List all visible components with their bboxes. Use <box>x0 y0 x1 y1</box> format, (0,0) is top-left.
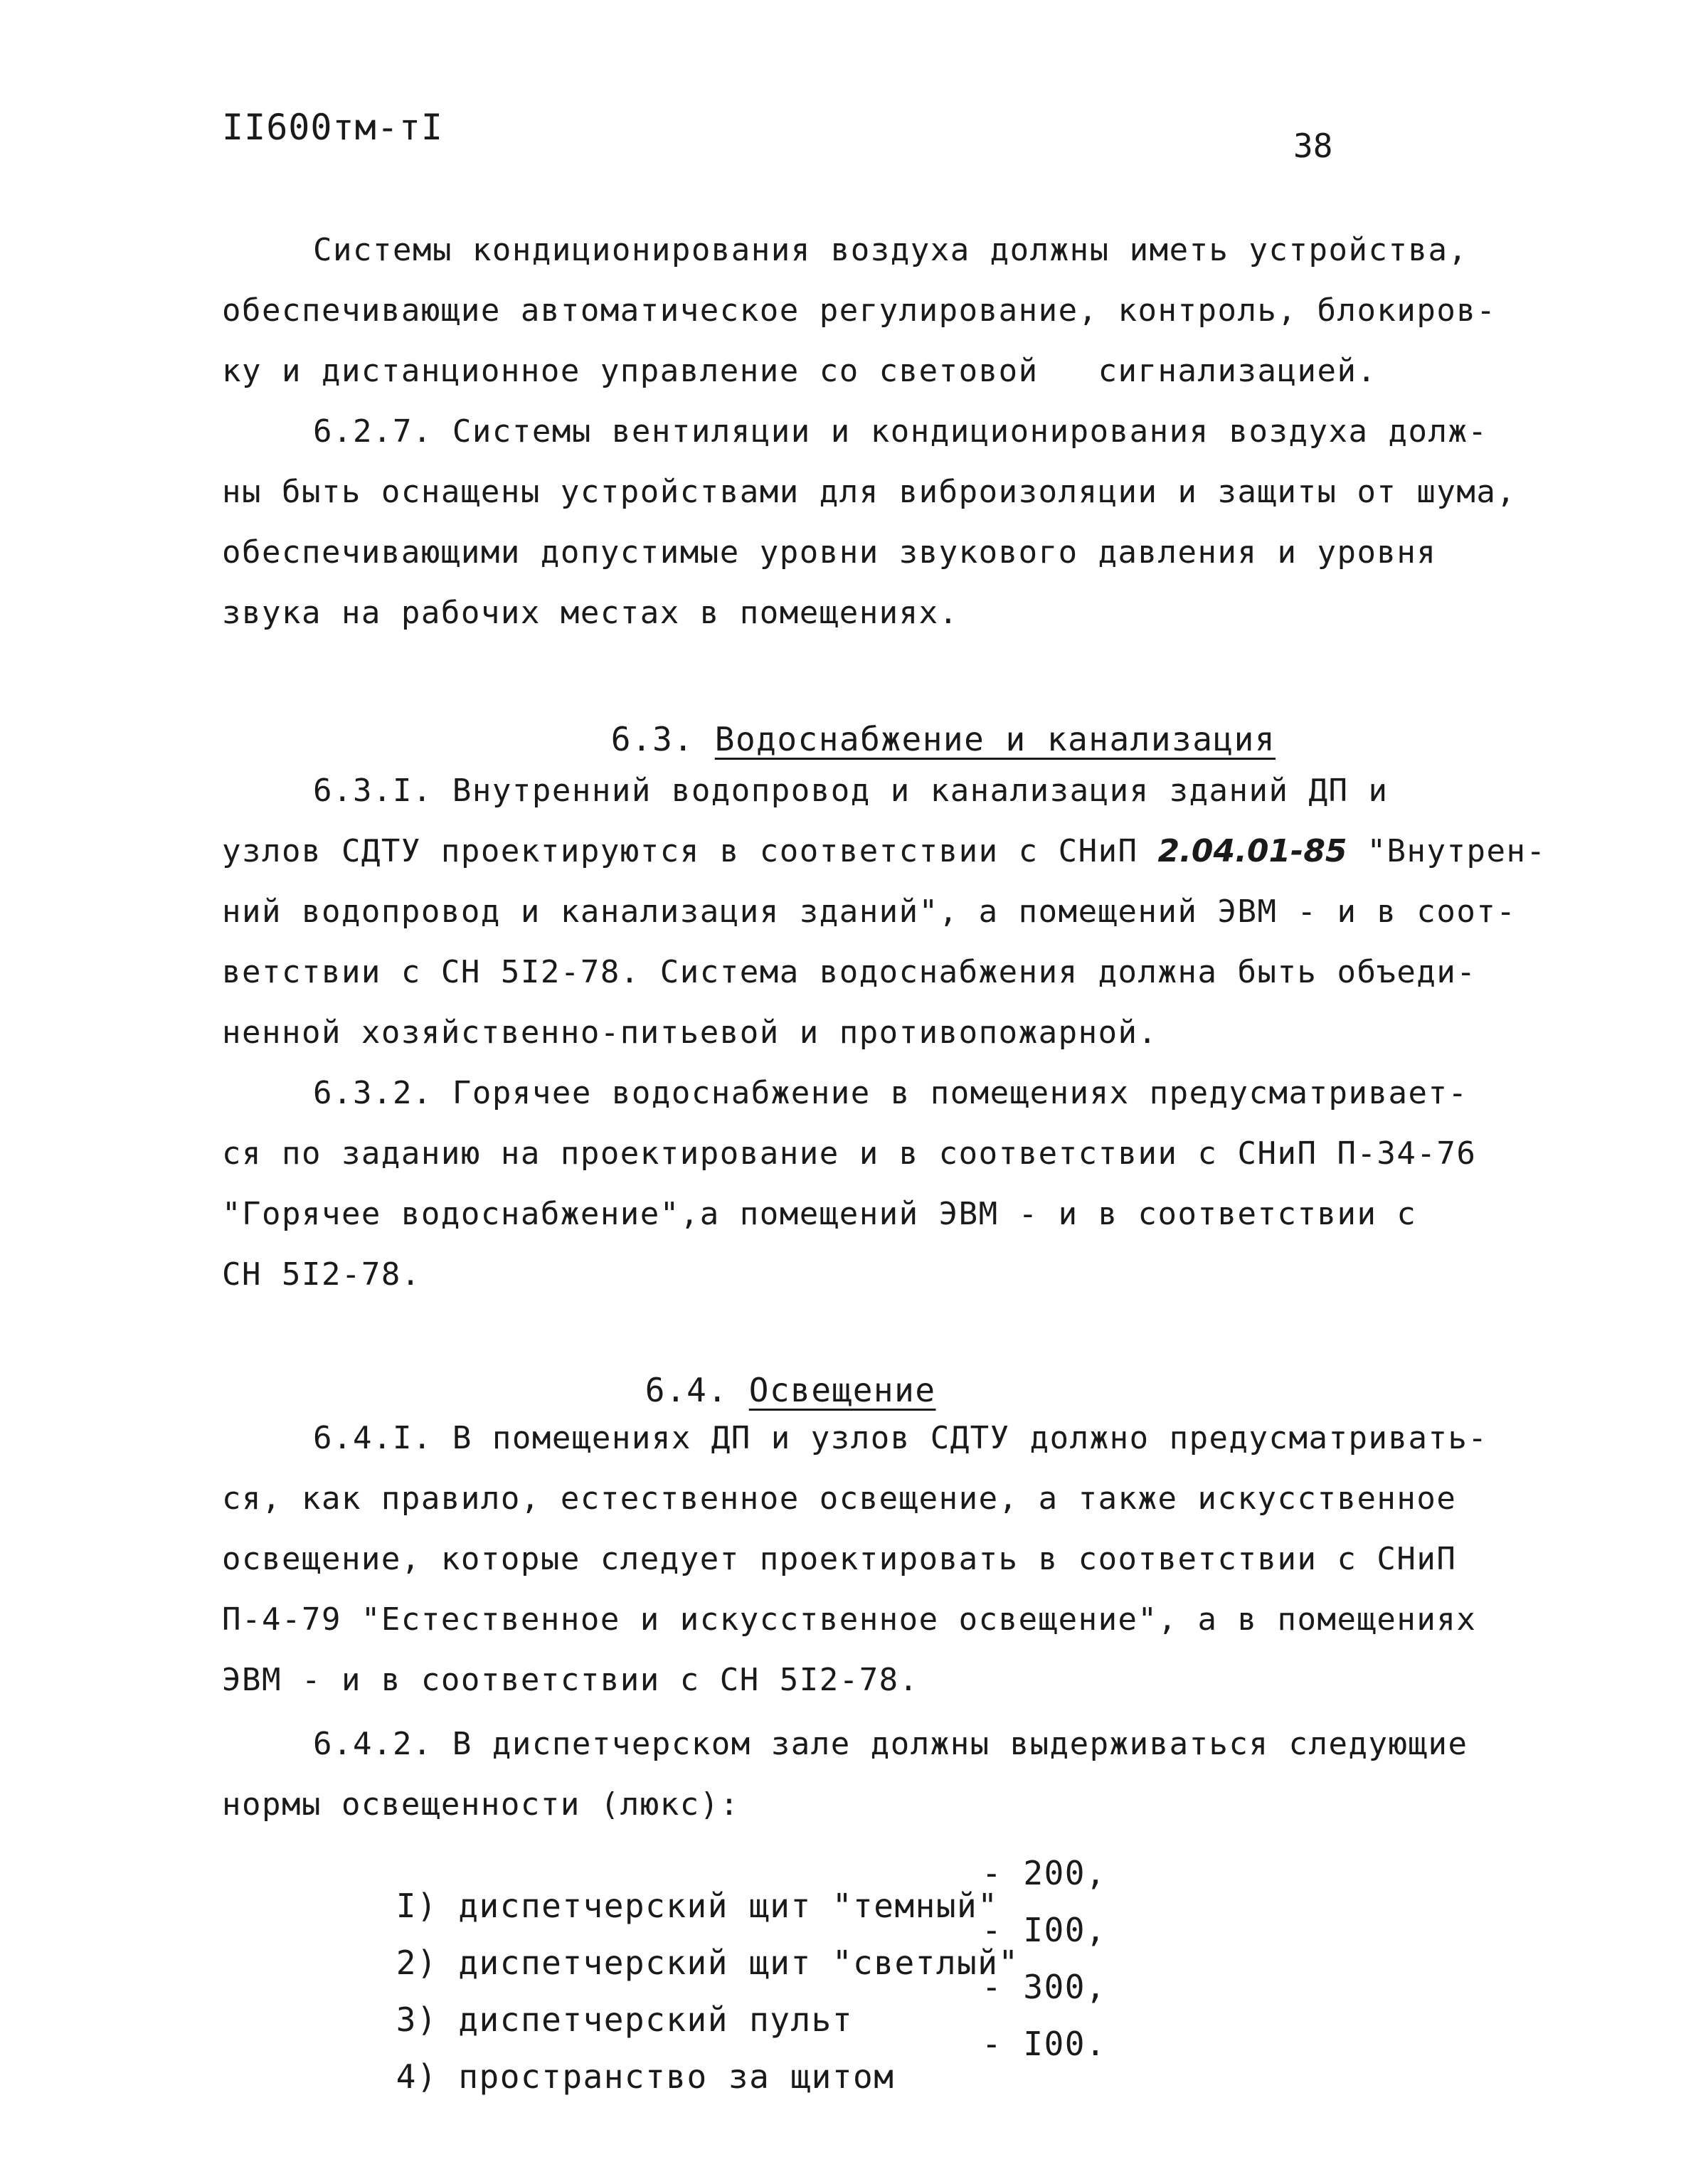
norm-item <box>313 2025 1107 2126</box>
text-line: ся по заданию на проектирование и в соответствии с СНиП П-34-76 <box>222 1135 1477 1172</box>
text-line: 6.4.I. В помещениях ДП и узлов СДТУ должно предусматривать- <box>313 1420 1488 1456</box>
text-line: обеспечивающие автоматическое регулирование, контроль, блокиров- <box>222 292 1497 329</box>
text-line: 6.2.7. Системы вентиляции и кондиционирования воздуха долж- <box>313 413 1488 450</box>
text-line: 6.3.2. Горячее водоснабжение в помещениях предусматривает- <box>313 1075 1468 1111</box>
text-line: ны быть оснащены устройствами для виброизоляции и защиты от шума, <box>222 474 1517 510</box>
text-line: ся, как правило, естественное освещение, а также искусственное <box>222 1480 1457 1517</box>
text-line <box>222 833 1547 869</box>
norm-label: 4) пространство за щитом <box>396 2057 895 2096</box>
section-title: Водоснабжение и канализация <box>714 720 1276 758</box>
text-line: П-4-79 "Естественное и искусственное освещение", а в помещениях <box>222 1601 1477 1638</box>
text-line: 6.3.I. Внутренний водопровод и канализация зданий ДП и <box>313 773 1389 809</box>
section-title: Освещение <box>748 1371 936 1409</box>
page-number: 38 <box>1293 127 1333 165</box>
text-line: ненной хозяйственно-питьевой и противопожарной. <box>222 1014 1158 1051</box>
norm-value: - I00, <box>982 1911 1107 1949</box>
text-line: обеспечивающими допустимые уровни звукового давления и уровня <box>222 534 1437 571</box>
text-line: звука на рабочих местах в помещениях. <box>222 595 959 631</box>
norm-label: 2) диспетчерский щит "светлый" <box>396 1944 1019 1982</box>
text-line: ний водопровод и канализация зданий", а помещений ЭВМ - и в соот- <box>222 894 1517 930</box>
text-fragment: узлов СДТУ проектируются в соответствии с СНиП <box>222 833 1158 869</box>
text-line: "Горячее водоснабжение",а помещений ЭВМ - и в соответствии с <box>222 1196 1417 1232</box>
norm-value: - 300, <box>982 1968 1107 2006</box>
text-line: Системы кондиционирования воздуха должны иметь устройства, <box>313 232 1468 268</box>
handwritten-insert: 2.04.01-85 <box>1157 833 1347 869</box>
text-line: СН 5I2-78. <box>222 1256 421 1293</box>
text-line: нормы освещенности (люкс): <box>222 1786 740 1823</box>
norm-label: 3) диспетчерский пульт <box>396 2000 854 2039</box>
text-line: ветствии с СН 5I2-78. Система водоснабжения должна быть объеди- <box>222 954 1477 990</box>
section-number: 6.4. <box>645 1371 728 1409</box>
norm-value: - I00. <box>982 2025 1107 2063</box>
section-number: 6.3. <box>610 720 694 758</box>
text-line: освещение, которые следует проектировать в соответствии с СНиП <box>222 1541 1457 1577</box>
norm-value: - 200, <box>982 1854 1107 1892</box>
text-line: ку и дистанционное управление со световой сигнализацией. <box>222 353 1377 389</box>
norm-label: I) диспетчерский щит "темный" <box>396 1887 999 1925</box>
text-line: 6.4.2. В диспетчерском зале должны выдерживаться следующие <box>313 1726 1468 1762</box>
document-code: II600тм-тI <box>222 107 444 148</box>
text-line: ЭВМ - и в соответствии с СН 5I2-78. <box>222 1662 919 1698</box>
text-fragment: "Внутрен- <box>1347 833 1547 869</box>
